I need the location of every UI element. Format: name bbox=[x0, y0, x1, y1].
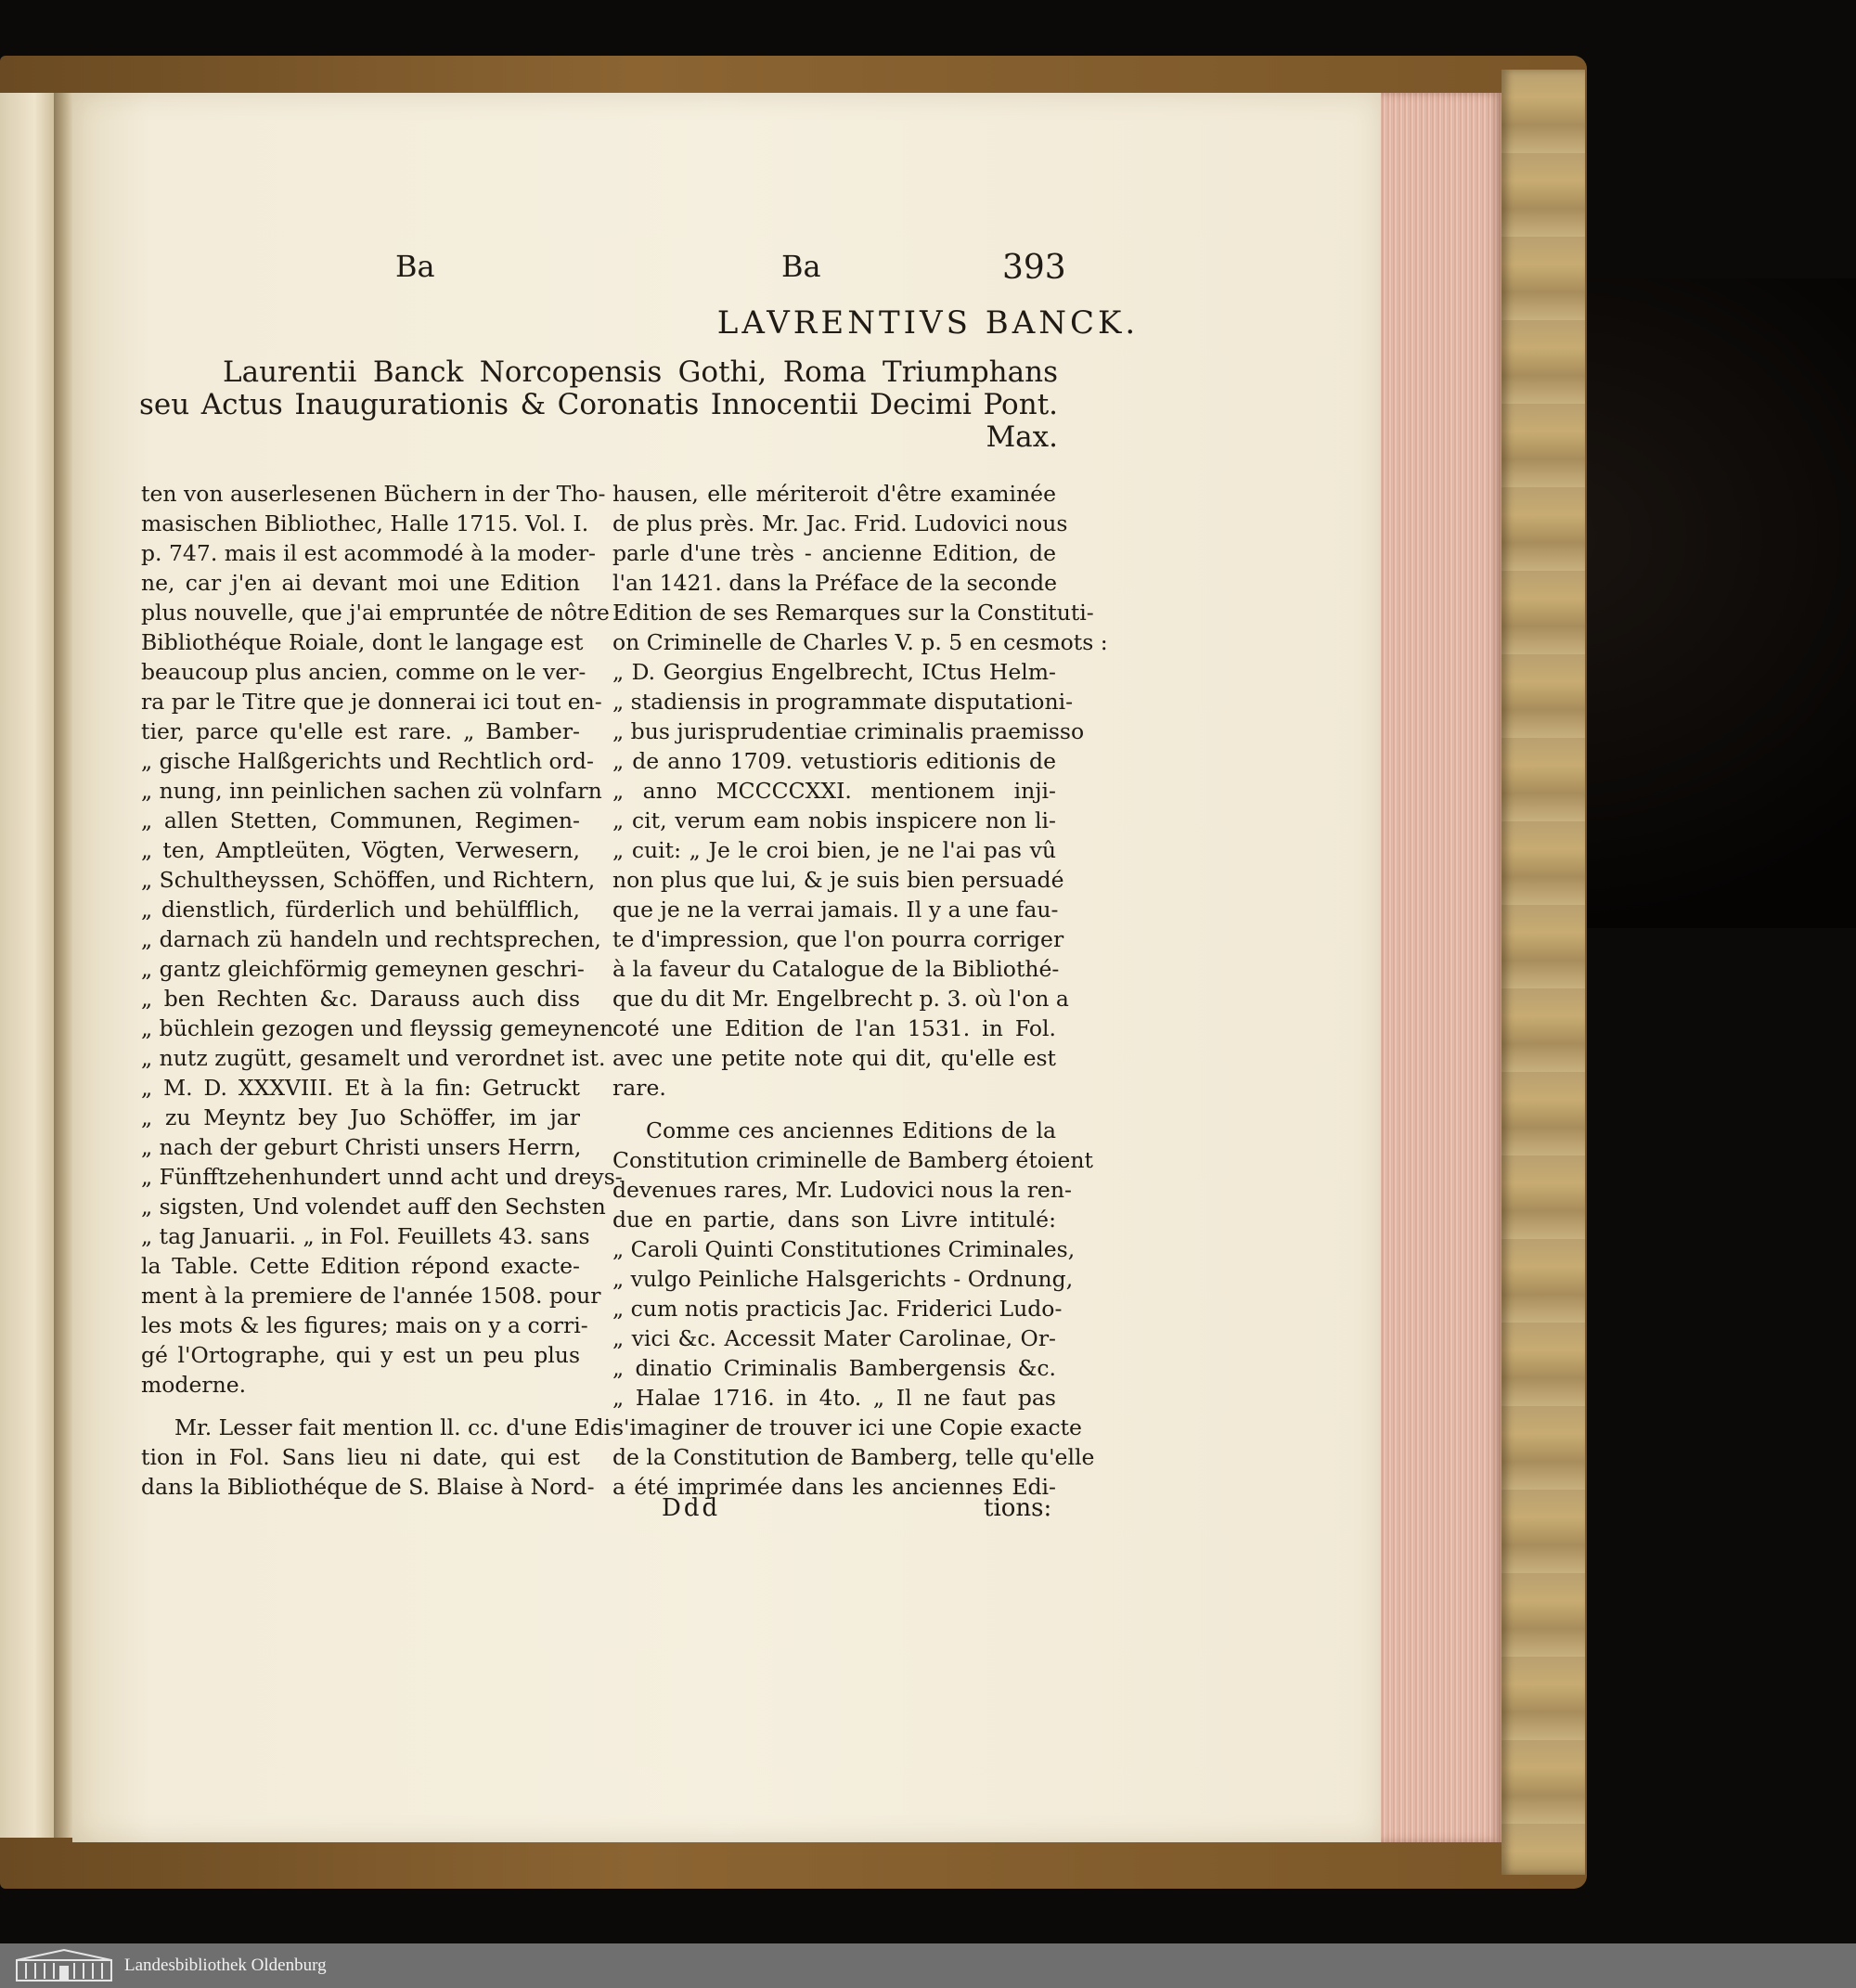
text-line: Comme ces anciennes Editions de la bbox=[646, 1117, 1056, 1143]
text-line: à la faveur du Catalogue de la Bibliothé- bbox=[612, 956, 1060, 982]
text-line: „ cum notis practicis Jac. Friderici Ludo- bbox=[612, 1296, 1063, 1322]
text-line: masischen Bibliothec, Halle 1715. Vol. I. bbox=[141, 510, 589, 536]
text-line: „ gantz gleichförmig gemeynen geschri- bbox=[141, 956, 585, 982]
text-line: de plus près. Mr. Jac. Frid. Ludovici nous bbox=[612, 510, 1068, 536]
text-line: „ stadiensis in programmate disputationi- bbox=[612, 689, 1074, 715]
catchword: tions: bbox=[984, 1494, 1052, 1522]
text-line: rare. bbox=[612, 1075, 666, 1101]
text-line: te d'impression, que l'on pourra corriger bbox=[612, 926, 1064, 952]
text-line: on Criminelle de Charles V. p. 5 en cesmots : bbox=[612, 629, 1108, 655]
text-line: les mots & les figures; mais on y a corri- bbox=[141, 1312, 588, 1338]
text-line: non plus que lui, & je suis bien persuadé bbox=[612, 867, 1064, 893]
text-line: Edition de ses Remarques sur la Constituti- bbox=[612, 600, 1094, 626]
text-line: tion in Fol. Sans lieu ni date, qui est bbox=[141, 1444, 580, 1470]
text-line: „ vici &c. Accessit Mater Carolinae, Or- bbox=[612, 1325, 1056, 1351]
text-line: parle d'une très - ancienne Edition, de bbox=[612, 540, 1056, 566]
text-line: que du dit Mr. Engelbrecht p. 3. où l'on a bbox=[612, 986, 1069, 1012]
text-line: gé l'Ortographe, qui y est un peu plus bbox=[141, 1342, 580, 1368]
text-line: „ Halae 1716. in 4to. „ Il ne faut pas bbox=[612, 1385, 1056, 1411]
text-line: „ gische Halßgerichts und Rechtlich ord- bbox=[141, 748, 594, 774]
signature-mark: Ddd bbox=[662, 1494, 721, 1522]
text-line: ten von auserlesenen Büchern in der Tho- bbox=[141, 481, 606, 507]
library-name: Landesbibliothek Oldenburg bbox=[124, 1956, 327, 1975]
text-line: Mr. Lesser fait mention ll. cc. d'une Edi- bbox=[174, 1414, 619, 1440]
text-line: beaucoup plus ancien, comme on le ver- bbox=[141, 659, 586, 685]
text-line: hausen, elle mériteroit d'être examinée bbox=[612, 481, 1056, 507]
text-line: ment à la premiere de l'année 1508. pour bbox=[141, 1283, 601, 1309]
footer-bar bbox=[0, 1943, 1856, 1988]
text-line: „ büchlein gezogen und fleyssig gemeynen bbox=[141, 1015, 614, 1041]
running-header-left: Ba bbox=[395, 249, 435, 284]
text-line: „ tag Januarii. „ in Fol. Feuillets 43. sans bbox=[141, 1223, 590, 1249]
intro-line: seu Actus Inaugurationis & Coronatis Innocentii Decimi Pont. bbox=[139, 388, 1058, 421]
text-line: „ dinatio Criminalis Bambergensis &c. bbox=[612, 1355, 1056, 1381]
text-line: a été imprimée dans les anciennes Edi- bbox=[612, 1474, 1056, 1500]
text-line: ne, car j'en ai devant moi une Edition bbox=[141, 570, 580, 596]
text-line: due en partie, dans son Livre intitulé: bbox=[612, 1207, 1056, 1233]
text-line: devenues rares, Mr. Ludovici nous la ren- bbox=[612, 1177, 1072, 1203]
left-page-edge bbox=[0, 93, 58, 1838]
right-text-column bbox=[612, 479, 1108, 1502]
running-header-center: Ba bbox=[781, 249, 821, 284]
text-line: „ anno MCCCCXXI. mentionem inji- bbox=[612, 778, 1056, 804]
text-line: „ zu Meyntz bey Juo Schöffer, im jar bbox=[141, 1104, 580, 1130]
text-line: Constitution criminelle de Bamberg étoient bbox=[612, 1147, 1093, 1173]
text-line: s'imaginer de trouver ici une Copie exacte bbox=[612, 1414, 1082, 1440]
text-line: l'an 1421. dans la Préface de la seconde bbox=[612, 570, 1058, 596]
text-line: „ Caroli Quinti Constitutiones Criminales, bbox=[612, 1236, 1076, 1262]
text-line: de la Constitution de Bamberg, telle qu'elle bbox=[612, 1444, 1095, 1470]
left-text-column bbox=[141, 479, 623, 1502]
red-page-edges bbox=[1381, 93, 1502, 1842]
text-line: coté une Edition de l'an 1531. in Fol. bbox=[612, 1015, 1056, 1041]
text-line: „ ten, Amptleüten, Vögten, Verwesern, bbox=[141, 837, 580, 863]
text-line: avec une petite note qui dit, qu'elle est bbox=[612, 1045, 1056, 1071]
text-line: „ Fünfftzehenhundert unnd acht und dreys- bbox=[141, 1164, 623, 1190]
text-line: „ cuit: „ Je le croi bien, je ne l'ai pas vû bbox=[612, 837, 1056, 863]
text-line: ra par le Titre que je donnerai ici tout en- bbox=[141, 689, 602, 715]
text-line: „ M. D. XXXVIII. Et à la fin: Getruckt bbox=[141, 1075, 580, 1101]
text-line: la Table. Cette Edition répond exacte- bbox=[141, 1253, 580, 1279]
text-line: „ bus jurisprudentiae criminalis praemisso bbox=[612, 718, 1085, 744]
text-line: moderne. bbox=[141, 1372, 247, 1398]
library-building-logo-icon bbox=[13, 1947, 115, 1984]
text-line: tier, parce qu'elle est rare. „ Bamber- bbox=[141, 718, 580, 744]
text-line: dans la Bibliothéque de S. Blaise à Nord- bbox=[141, 1474, 595, 1500]
text-line: „ Schultheyssen, Schöffen, und Richtern, bbox=[141, 867, 596, 893]
text-line: que je ne la verrai jamais. Il y a une fau- bbox=[612, 897, 1059, 923]
text-line: „ cit, verum eam nobis inspicere non li- bbox=[612, 807, 1056, 833]
text-line: plus nouvelle, que j'ai empruntée de nôtre bbox=[141, 600, 610, 626]
text-line: „ dienstlich, fürderlich und behülfflich, bbox=[141, 897, 580, 923]
text-line: Bibliothéque Roiale, dont le langage est bbox=[141, 629, 584, 655]
text-line: „ allen Stetten, Communen, Regimen- bbox=[141, 807, 580, 833]
text-line: „ nach der geburt Christi unsers Herrn, bbox=[141, 1134, 582, 1160]
text-line: „ nung, inn peinlichen sachen zü volnfarn bbox=[141, 778, 602, 804]
text-line: „ de anno 1709. vetustioris editionis de bbox=[612, 748, 1056, 774]
text-line: p. 747. mais il est acommodé à la moder- bbox=[141, 540, 596, 566]
text-line: „ ben Rechten &c. Darauss auch diss bbox=[141, 986, 580, 1012]
text-line: „ darnach zü handeln und rechtsprechen, bbox=[141, 926, 601, 952]
intro-line: Laurentii Banck Norcopensis Gothi, Roma Triumphans bbox=[223, 355, 1058, 389]
entry-intro bbox=[139, 356, 1058, 454]
page-number: 393 bbox=[1002, 249, 1066, 287]
intro-line: Max. bbox=[986, 420, 1058, 454]
text-line: „ sigsten, Und volendet auff den Sechsten bbox=[141, 1194, 606, 1220]
entry-title: LAVRENTIVS BANCK. bbox=[716, 304, 1140, 342]
text-line: „ nutz zugütt, gesamelt und verordnet ist. bbox=[141, 1045, 606, 1071]
text-line: „ vulgo Peinliche Halsgerichts - Ordnung, bbox=[612, 1266, 1074, 1292]
text-line: „ D. Georgius Engelbrecht, ICtus Helm- bbox=[612, 659, 1056, 685]
